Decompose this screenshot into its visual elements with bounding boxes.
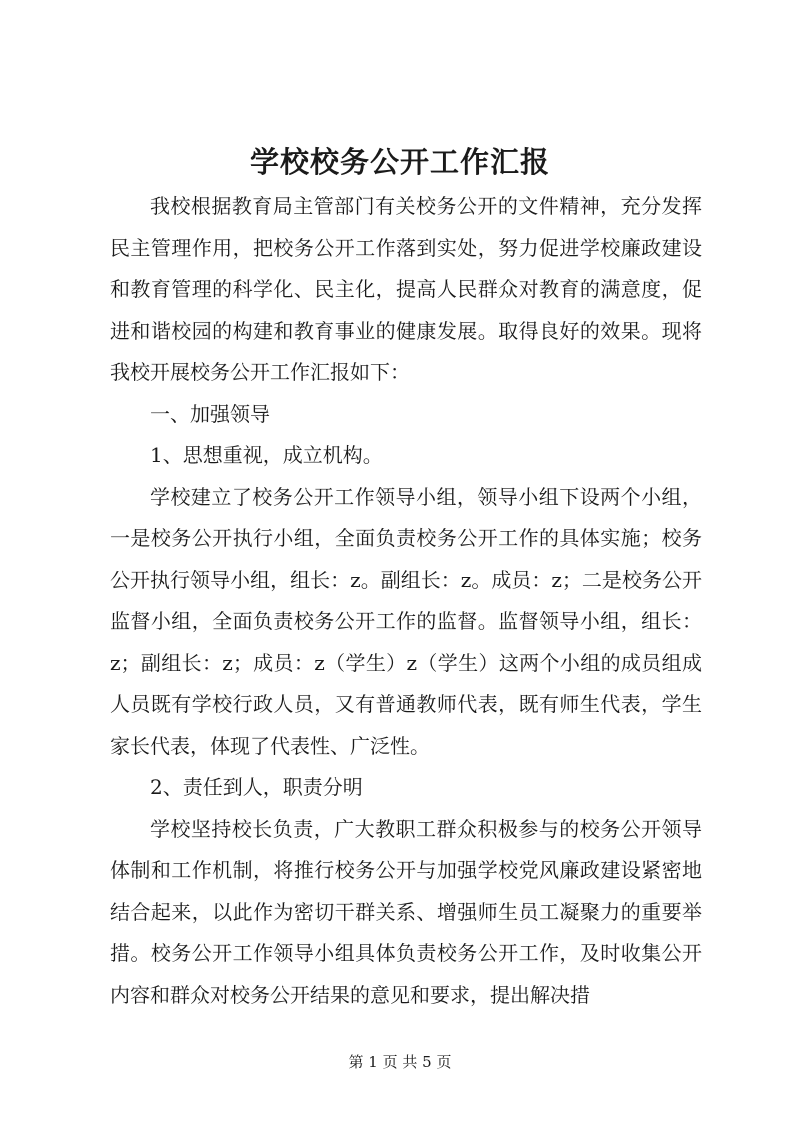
document-body	[110, 186, 702, 1016]
document-title: 学校校务公开工作汇报	[249, 145, 550, 179]
page-footer: 第 1 页 共 5 页	[348, 1053, 452, 1071]
subsection-heading-1: 1、思想重视，成立机构。	[150, 443, 383, 467]
section-heading-1: 一、加强领导	[150, 401, 270, 426]
subsection-heading-2: 2、责任到人，职责分明	[150, 775, 363, 799]
paragraph-responsibility: 学校坚持校长负责，广大教职工群众积极参与的校务公开领导体制和工作机制，将推行校务公开与加强学校党风廉政建设紧密地结合起来，以此作为密切干群关系、增强师生员工凝聚力的重要举措。校务公开工作领导小组具体负责校务公开工作，及时收集公开内容和群众对校务公开结果的意见和要求，提出解决措	[110, 816, 702, 1007]
paragraph-organization: 学校建立了校务公开工作领导小组，领导小组下设两个小组，一是校务公开执行小组，全面负责校务公开工作的具体实施；校务公开执行领导小组，组长：z。副组长：z。成员：z；二是校务公开监督小组，全面负责校务公开工作的监督。监督领导小组，组长：z；副组长：z；成员：z（学生）z（学生）这两个小组的成员组成人员既有学校行政人员，又有普通教师代表，既有师生代表，学生家长代表，体现了代表性、广泛性。	[110, 484, 702, 758]
paragraph-intro: 我校根据教育局主管部门有关校务公开的文件精神，充分发挥民主管理作用，把校务公开工作落到实处，努力促进学校廉政建设和教育管理的科学化、民主化，提高人民群众对教育的满意度，促进和谐校园的构建和教育事业的健康发展。取得良好的效果。现将我校开展校务公开工作汇报如下：	[110, 194, 702, 384]
